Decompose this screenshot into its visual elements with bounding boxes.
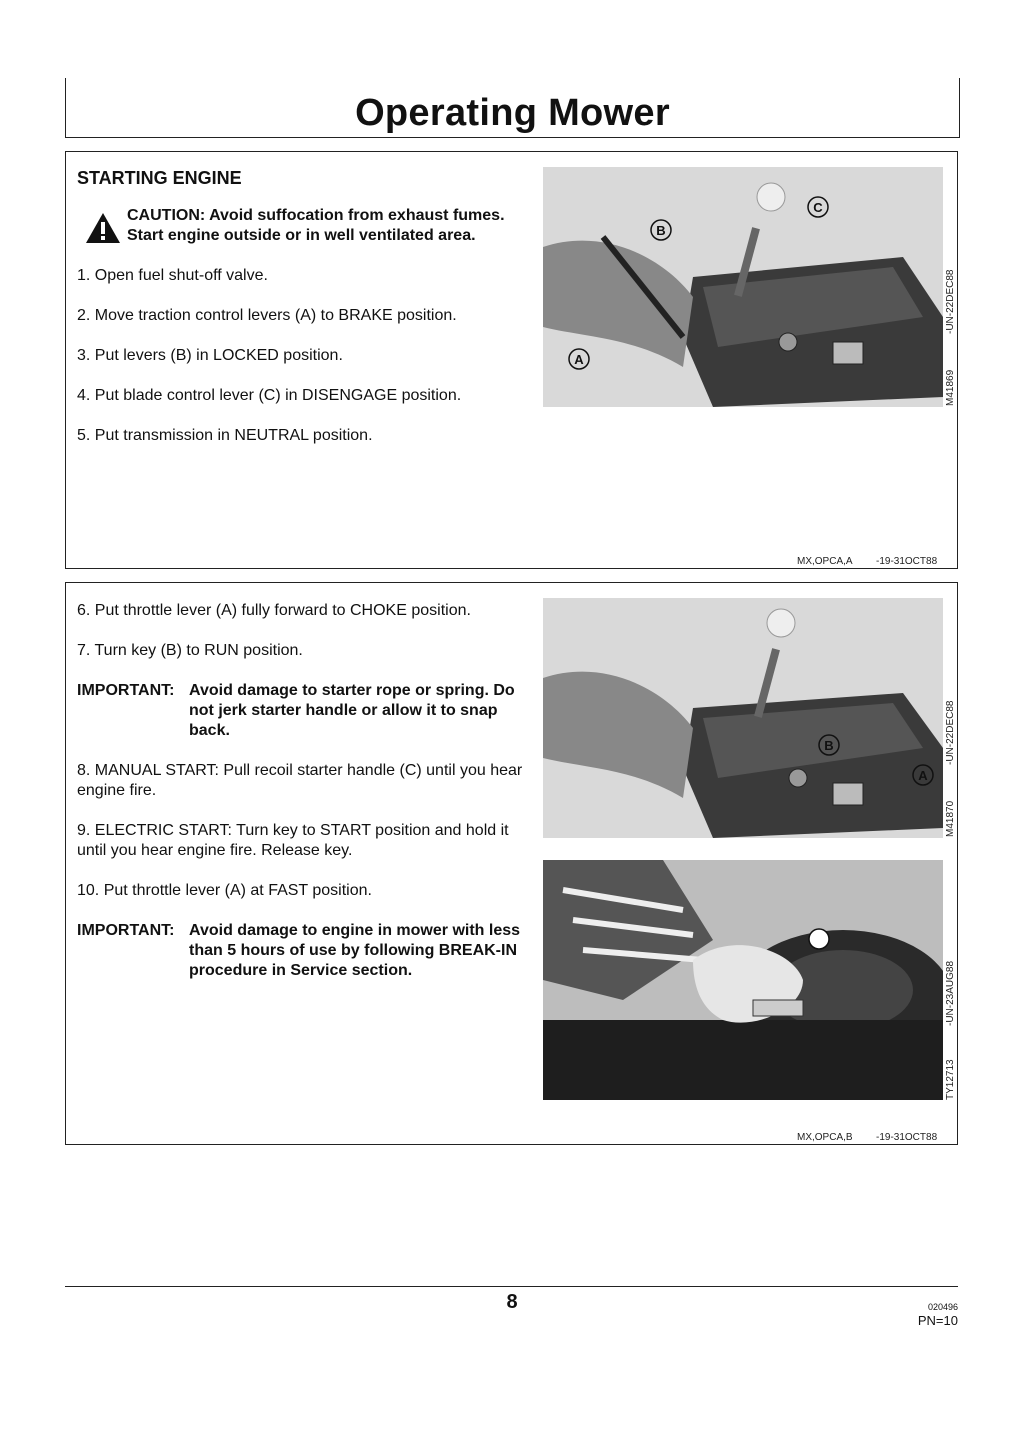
callout-a: A xyxy=(574,352,584,367)
photo2-id-label: TY12713 xyxy=(945,1059,956,1100)
page-number: 8 xyxy=(506,1291,518,1313)
important-notice-2 xyxy=(77,921,527,981)
important-label: IMPORTANT: xyxy=(77,922,175,939)
step-9: 9. ELECTRIC START: Turn key to START position and hold it until you hear engine fire. Release key. xyxy=(77,822,509,859)
section2-text xyxy=(77,601,527,1001)
section-heading: STARTING ENGINE xyxy=(77,168,242,188)
control-panel-photo xyxy=(543,167,943,407)
important-label: IMPORTANT: xyxy=(77,682,175,699)
ref-date: -19-31OCT88 xyxy=(876,1132,938,1143)
caution-notice xyxy=(77,206,527,246)
ref-code: MX,OPCA,A xyxy=(797,556,853,567)
footer-divider xyxy=(65,1286,958,1287)
step-7: 7. Turn key (B) to RUN position. xyxy=(77,642,303,659)
step-4: 4. Put blade control lever (C) in DISENGAGE position. xyxy=(77,387,462,404)
title-box xyxy=(65,78,960,138)
callout-b: B xyxy=(656,223,666,238)
step-6: 6. Put throttle lever (A) fully forward to CHOKE position. xyxy=(77,602,471,619)
step-10: 10. Put throttle lever (A) at FAST position. xyxy=(77,882,372,899)
caution-text: CAUTION: Avoid suffocation from exhaust fumes. Start engine outside or in well ventilated area. xyxy=(127,207,505,244)
photo1-code-label: -UN-22DEC88 xyxy=(945,700,956,765)
section-starting-engine xyxy=(65,151,958,569)
step-5: 5. Put transmission in NEUTRAL position. xyxy=(77,427,373,444)
throttle-key-photo xyxy=(543,598,943,838)
step-2: 2. Move traction control levers (A) to BRAKE position. xyxy=(77,307,457,324)
section1-text xyxy=(77,168,527,466)
step-3: 3. Put levers (B) in LOCKED position. xyxy=(77,347,343,364)
warning-triangle-icon xyxy=(85,212,121,244)
pn-label: PN=10 xyxy=(917,1313,958,1328)
step-8: 8. MANUAL START: Pull recoil starter handle (C) until you hear engine fire. xyxy=(77,762,523,799)
recoil-starter-photo xyxy=(543,860,943,1100)
page-title: Operating Mower xyxy=(355,92,670,134)
section-starting-continued xyxy=(65,582,958,1145)
important-text: Avoid damage to engine in mower with less than 5 hours of use by following BREAK-IN procedure in Service section. xyxy=(189,922,521,979)
step-1: 1. Open fuel shut-off valve. xyxy=(77,267,268,284)
important-notice-1 xyxy=(77,681,527,741)
important-text: Avoid damage to starter rope or spring. Do not jerk starter handle or allow it to snap back. xyxy=(189,682,515,739)
doc-date: 020496 xyxy=(927,1302,958,1312)
callout-c: C xyxy=(813,200,823,215)
photo-code-label: -UN-22DEC88 xyxy=(945,269,956,334)
callout-a: A xyxy=(918,768,928,783)
ref-code: MX,OPCA,B xyxy=(797,1132,853,1143)
photo1-id-label: M41870 xyxy=(945,800,956,837)
photo-id-label: M41869 xyxy=(945,369,956,406)
callout-b: B xyxy=(824,738,834,753)
ref-date: -19-31OCT88 xyxy=(876,556,938,567)
photo2-code-label: -UN-23AUG88 xyxy=(945,960,956,1026)
